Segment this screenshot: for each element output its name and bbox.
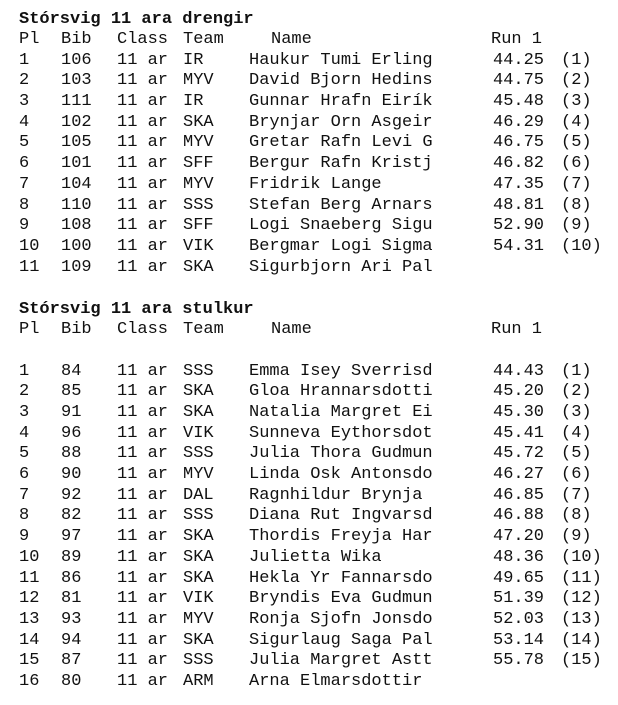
cell-run-time: 46.27 [493, 465, 545, 485]
cell-bib: 103 [61, 71, 92, 91]
cell-team: MYV [183, 609, 214, 629]
cell-class: 11 ar [117, 609, 169, 629]
cell-bib: 91 [61, 403, 82, 422]
cell-class: 11 ar [117, 195, 169, 215]
cell-name: Sigurbjorn Ari Pal [249, 257, 433, 277]
cell-name: Thordis Freyja Har [249, 527, 433, 547]
cell-run-time: 55.78 [493, 651, 545, 671]
cell-team: SKA [183, 382, 214, 402]
cell-pl: 3 [19, 403, 30, 422]
result-row [19, 237, 609, 258]
cell-team: MYV [183, 71, 214, 91]
cell-class: 11 ar [117, 630, 169, 650]
header-bib: Bib [61, 30, 92, 49]
cell-class: 11 ar [117, 71, 169, 91]
cell-bib: 92 [61, 485, 82, 505]
cell-team: VIK [183, 236, 214, 256]
cell-team: SKA [183, 112, 214, 132]
cell-team: SSS [183, 361, 214, 381]
cell-run-rank: (13) [561, 609, 602, 629]
cell-bib: 89 [61, 547, 82, 567]
cell-run-time: 46.85 [493, 485, 545, 505]
header-team: Team [183, 320, 224, 340]
cell-name: Emma Isey Sverrisd [249, 361, 433, 381]
result-row [19, 610, 609, 631]
cell-run-time: 48.81 [493, 195, 545, 215]
cell-run-time: 46.75 [493, 133, 545, 153]
cell-pl: 9 [19, 527, 30, 547]
cell-run-rank: (5) [561, 133, 592, 153]
cell-name: Julia Margret Astt [249, 651, 433, 671]
result-row [19, 258, 609, 279]
cell-run-time: 46.29 [493, 112, 545, 132]
cell-run-time: 52.90 [493, 216, 545, 236]
cell-pl: 14 [19, 630, 40, 650]
cell-bib: 87 [61, 651, 82, 671]
cell-team: SKA [183, 403, 214, 422]
result-row [19, 175, 609, 196]
results-section-boys [19, 9, 609, 278]
cell-name: Brynjar Orn Asgeir [249, 112, 433, 132]
cell-class: 11 ar [117, 651, 169, 671]
cell-run-time: 54.31 [493, 236, 545, 256]
cell-run-rank: (15) [561, 651, 602, 671]
cell-pl: 13 [19, 609, 40, 629]
cell-bib: 101 [61, 154, 92, 174]
result-row [19, 672, 609, 693]
cell-class: 11 ar [117, 403, 169, 422]
cell-run-rank: (2) [561, 71, 592, 91]
cell-class: 11 ar [117, 527, 169, 547]
cell-bib: 86 [61, 568, 82, 588]
cell-bib: 97 [61, 527, 82, 547]
cell-class: 11 ar [117, 257, 169, 277]
cell-team: SSS [183, 444, 214, 464]
cell-class: 11 ar [117, 216, 169, 236]
cell-bib: 111 [61, 92, 92, 112]
cell-pl: 3 [19, 92, 30, 112]
cell-name: Julietta Wika [249, 547, 382, 567]
cell-run-rank: (9) [561, 527, 592, 547]
result-row [19, 631, 609, 652]
cell-class: 11 ar [117, 547, 169, 567]
cell-pl: 1 [19, 50, 30, 70]
cell-run-rank: (3) [561, 92, 592, 112]
section-title: Stórsvig 11 ara stulkur [19, 300, 254, 320]
cell-team: MYV [183, 465, 214, 485]
cell-pl: 11 [19, 568, 40, 588]
cell-name: Haukur Tumi Erling [249, 50, 433, 70]
cell-run-time: 52.03 [493, 609, 545, 629]
cell-run-rank: (1) [561, 50, 592, 70]
cell-run-time: 47.20 [493, 527, 545, 547]
cell-pl: 4 [19, 112, 30, 132]
cell-bib: 93 [61, 609, 82, 629]
cell-team: SSS [183, 651, 214, 671]
cell-name: Gunnar Hrafn Eirík [249, 92, 433, 112]
cell-run-rank: (1) [561, 361, 592, 381]
cell-pl: 9 [19, 216, 30, 236]
cell-pl: 10 [19, 236, 40, 256]
blank-line [19, 341, 609, 362]
section-spacer [19, 278, 609, 299]
cell-name: Linda Osk Antonsdo [249, 465, 433, 485]
cell-bib: 82 [61, 506, 82, 526]
header-name: Name [271, 320, 312, 340]
cell-run-time: 45.72 [493, 444, 545, 464]
cell-class: 11 ar [117, 485, 169, 505]
cell-run-rank: (3) [561, 403, 592, 422]
cell-name: Julia Thora Gudmun [249, 444, 433, 464]
result-row [19, 527, 609, 548]
cell-run-rank: (10) [561, 236, 602, 256]
cell-name: Stefan Berg Arnars [249, 195, 433, 215]
cell-team: MYV [183, 133, 214, 153]
result-row [19, 424, 609, 445]
result-row [19, 133, 609, 154]
cell-run-time: 53.14 [493, 630, 545, 650]
cell-team: SKA [183, 257, 214, 277]
cell-class: 11 ar [117, 133, 169, 153]
result-row [19, 113, 609, 134]
cell-name: Hekla Yr Fannarsdo [249, 568, 433, 588]
cell-run-rank: (5) [561, 444, 592, 464]
cell-pl: 6 [19, 465, 30, 485]
cell-run-rank: (7) [561, 485, 592, 505]
cell-run-time: 44.25 [493, 50, 545, 70]
cell-pl: 2 [19, 71, 30, 91]
cell-class: 11 ar [117, 112, 169, 132]
cell-bib: 96 [61, 423, 82, 443]
result-row [19, 216, 609, 237]
cell-run-rank: (8) [561, 195, 592, 215]
cell-pl: 8 [19, 195, 30, 215]
cell-name: Bryndis Eva Gudmun [249, 589, 433, 609]
cell-pl: 5 [19, 444, 30, 464]
cell-team: VIK [183, 589, 214, 609]
cell-pl: 10 [19, 547, 40, 567]
cell-bib: 80 [61, 671, 82, 691]
result-row [19, 589, 609, 610]
cell-bib: 102 [61, 112, 92, 132]
cell-run-time: 48.36 [493, 547, 545, 567]
cell-bib: 108 [61, 216, 92, 236]
cell-name: Diana Rut Ingvarsd [249, 506, 433, 526]
column-headers [19, 30, 609, 51]
column-headers [19, 320, 609, 341]
result-row [19, 548, 609, 569]
cell-name: Sigurlaug Saga Pal [249, 630, 433, 650]
cell-run-time: 51.39 [493, 589, 545, 609]
cell-pl: 11 [19, 257, 40, 277]
cell-pl: 16 [19, 671, 40, 691]
cell-pl: 7 [19, 485, 30, 505]
result-row [19, 569, 609, 590]
result-row [19, 486, 609, 507]
cell-run-rank: (10) [561, 547, 602, 567]
cell-class: 11 ar [117, 92, 169, 112]
cell-bib: 88 [61, 444, 82, 464]
result-row [19, 382, 609, 403]
cell-class: 11 ar [117, 361, 169, 381]
result-row [19, 465, 609, 486]
header-class: Class [117, 320, 169, 340]
cell-run-time: 45.48 [493, 92, 545, 112]
cell-bib: 110 [61, 195, 92, 215]
result-row [19, 506, 609, 527]
result-row [19, 92, 609, 113]
cell-run-rank: (11) [561, 568, 602, 588]
cell-name: Sunneva Eythorsdot [249, 423, 433, 443]
cell-team: SKA [183, 547, 214, 567]
cell-team: SFF [183, 216, 214, 236]
cell-bib: 105 [61, 133, 92, 153]
cell-team: SKA [183, 527, 214, 547]
cell-run-rank: (7) [561, 174, 592, 194]
cell-bib: 94 [61, 630, 82, 650]
cell-name: Arna Elmarsdottir [249, 671, 423, 691]
cell-run-rank: (6) [561, 154, 592, 174]
cell-team: DAL [183, 485, 214, 505]
cell-class: 11 ar [117, 50, 169, 70]
cell-pl: 1 [19, 361, 30, 381]
cell-class: 11 ar [117, 174, 169, 194]
cell-run-time: 46.82 [493, 154, 545, 174]
cell-class: 11 ar [117, 568, 169, 588]
cell-bib: 85 [61, 382, 82, 402]
cell-pl: 4 [19, 423, 30, 443]
cell-team: SSS [183, 506, 214, 526]
result-row [19, 362, 609, 383]
cell-team: SSS [183, 195, 214, 215]
cell-run-time: 45.30 [493, 403, 545, 422]
cell-team: IR [183, 92, 204, 112]
results-rows [19, 51, 609, 279]
cell-bib: 104 [61, 174, 92, 194]
result-row [19, 154, 609, 175]
cell-run-time: 44.75 [493, 71, 545, 91]
header-pl: Pl [19, 320, 40, 340]
cell-bib: 109 [61, 257, 92, 277]
cell-class: 11 ar [117, 506, 169, 526]
cell-run-rank: (9) [561, 216, 592, 236]
cell-name: Bergur Rafn Kristj [249, 154, 433, 174]
cell-pl: 7 [19, 174, 30, 194]
cell-pl: 8 [19, 506, 30, 526]
cell-team: VIK [183, 423, 214, 443]
cell-bib: 90 [61, 465, 82, 485]
cell-name: Gretar Rafn Levi G [249, 133, 433, 153]
cell-team: SFF [183, 154, 214, 174]
header-bib: Bib [61, 320, 92, 340]
results-rows [19, 362, 609, 693]
cell-class: 11 ar [117, 444, 169, 464]
cell-pl: 12 [19, 589, 40, 609]
cell-bib: 100 [61, 236, 92, 256]
cell-name: Ragnhildur Brynja [249, 485, 423, 505]
cell-run-time: 47.35 [493, 174, 545, 194]
header-team: Team [183, 30, 224, 49]
cell-run-rank: (12) [561, 589, 602, 609]
cell-name: Natalia Margret Ei [249, 403, 433, 422]
cell-run-time: 45.20 [493, 382, 545, 402]
cell-run-rank: (4) [561, 423, 592, 443]
cell-class: 11 ar [117, 671, 169, 691]
cell-run-time: 44.43 [493, 361, 545, 381]
cell-pl: 5 [19, 133, 30, 153]
results-section-girls [19, 299, 609, 692]
header-name: Name [271, 30, 312, 49]
result-row [19, 71, 609, 92]
cell-team: IR [183, 50, 204, 70]
cell-run-rank: (2) [561, 382, 592, 402]
cell-name: Logi Snaeberg Sigu [249, 216, 433, 236]
cell-name: David Bjorn Hedins [249, 71, 433, 91]
cell-team: ARM [183, 671, 214, 691]
header-pl: Pl [19, 30, 40, 49]
header-run: Run 1 [491, 30, 543, 49]
cell-pl: 6 [19, 154, 30, 174]
cell-bib: 84 [61, 361, 82, 381]
cell-pl: 15 [19, 651, 40, 671]
cell-run-rank: (8) [561, 506, 592, 526]
result-row [19, 196, 609, 217]
cell-name: Bergmar Logi Sigma [249, 236, 433, 256]
cell-run-rank: (6) [561, 465, 592, 485]
cell-name: Ronja Sjofn Jonsdo [249, 609, 433, 629]
result-row [19, 651, 609, 672]
cell-name: Gloa Hrannarsdotti [249, 382, 433, 402]
cell-run-time: 49.65 [493, 568, 545, 588]
result-row [19, 51, 609, 72]
cell-class: 11 ar [117, 154, 169, 174]
cell-pl: 2 [19, 382, 30, 402]
cell-run-rank: (4) [561, 112, 592, 132]
cell-run-rank: (14) [561, 630, 602, 650]
result-row [19, 403, 609, 424]
cell-run-time: 46.88 [493, 506, 545, 526]
section-title: Stórsvig 11 ara drengir [19, 10, 254, 29]
cell-class: 11 ar [117, 236, 169, 256]
cell-team: MYV [183, 174, 214, 194]
cell-class: 11 ar [117, 589, 169, 609]
cell-bib: 106 [61, 50, 92, 70]
cell-name: Fridrik Lange [249, 174, 382, 194]
cell-run-time: 45.41 [493, 423, 545, 443]
cell-class: 11 ar [117, 423, 169, 443]
results-document [19, 9, 609, 693]
cell-class: 11 ar [117, 382, 169, 402]
header-run: Run 1 [491, 320, 543, 340]
cell-team: SKA [183, 630, 214, 650]
cell-class: 11 ar [117, 465, 169, 485]
header-class: Class [117, 30, 169, 49]
cell-team: SKA [183, 568, 214, 588]
cell-bib: 81 [61, 589, 82, 609]
result-row [19, 444, 609, 465]
